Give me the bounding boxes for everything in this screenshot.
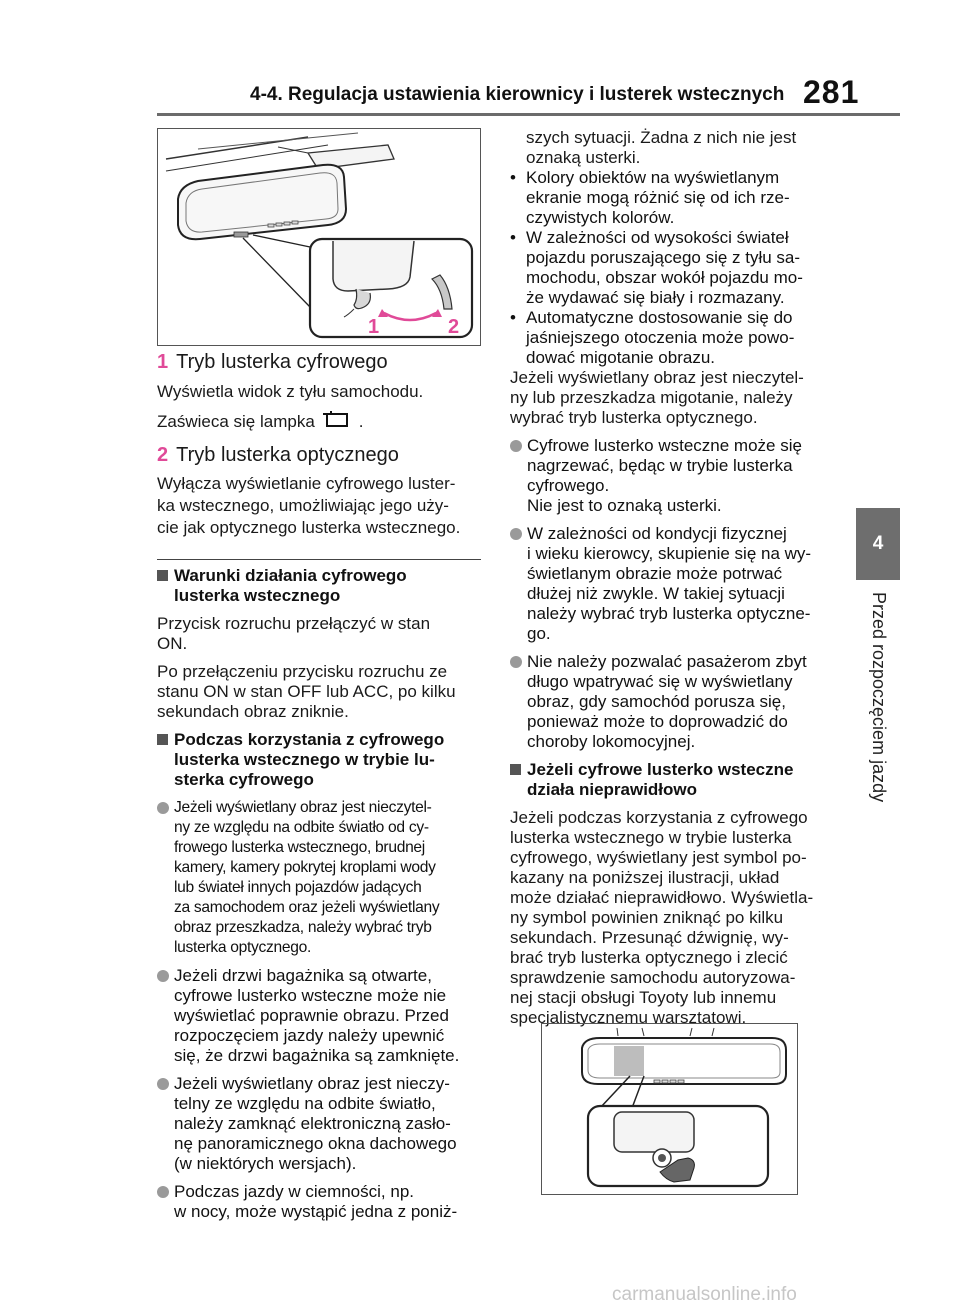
list-item: Jeżeli wyświetlany obraz jest nieczytel- ny ze względu na odbite światło od cy- frowego lusterka wstecznego, brudnej kamery, kamery pokrytej kroplami wody lub świateł innych pojazdów jadących za samochodem oraz jeżeli wyświetlany obraz przeszkadza, należy wybrać tryb lusterka optycznego. — [157, 798, 481, 958]
figure-label-2: 2 — [448, 316, 460, 338]
mirror-symbol-illustration — [542, 1024, 797, 1194]
circle-bullet-icon — [157, 970, 169, 982]
section-separator — [157, 559, 481, 560]
circle-bullet-icon — [157, 802, 169, 814]
list-item: Jeżeli wyświetlany obraz jest nieczy- telny ze względu na odbite światło, należy zamknąć elektroniczną zasło- nę panoramicznego okna dachowego (w niektórych wersjach). — [157, 1074, 481, 1174]
square-bullet-icon — [157, 734, 168, 745]
mirror-lever-figure — [157, 128, 481, 346]
section-heading-conditions: Warunki działania cyfrowego lusterka wstecznego — [157, 566, 481, 606]
list-item: Cyfrowe lusterko wsteczne może się nagrzewać, będąc w trybie lusterka cyfrowego. Nie jest to oznaką usterki. — [510, 436, 840, 516]
square-bullet-icon — [157, 570, 168, 581]
bullet-dot-icon: • — [510, 168, 516, 187]
list-item: W zależności od kondycji fizycznej i wieku kierowcy, skupienie się na wy- świetlanym obrazie może potrwać dłużej niż zwykle. W takiej sytuacji należy wybrać tryb lusterka optyczne- go. — [510, 524, 840, 644]
after-bullets-text: Jeżeli wyświetlany obraz jest nieczytel- ny lub przeszkadza migotanie, należy wybrać tryb lusterka optycznego. — [510, 368, 804, 427]
circle-bullet-icon — [157, 1078, 169, 1090]
list-item: • Kolory obiektów na wyświetlanym ekranie mogą różnić się od ich rze- czywistych kolorów. — [510, 168, 790, 227]
list-item: • W zależności od wysokości świateł pojazdu poruszającego się z tyłu sa- mochodu, obszar wokół pojazdu mo- że wydawać się biały i rozmazany. — [510, 228, 803, 307]
mode-2-number: 2 — [157, 444, 169, 466]
list-item: • Automatyczne dostosowanie się do jaśniejszego otoczenia może powo- dować migotanie obrazu. — [510, 308, 795, 367]
list-item: Nie należy pozwalać pasażerom zbyt długo wpatrywać się w wyświetlany obraz, gdy samochód porusza się, ponieważ może to doprowadzić do choroby lokomocyjnej. — [510, 652, 840, 752]
running-header: 4-4. Regulacja ustawienia kierownicy i lusterek wstecznych — [250, 84, 785, 105]
list-item: Jeżeli drzwi bagażnika są otwarte, cyfrowe lusterko wsteczne może nie wyświetlać poprawnie obrazu. Przed rozpoczęciem jazdy należy upewnić się, że drzwi bagażnika są zamknięte. — [157, 966, 481, 1066]
mode-1-lamp-line: Zaświeca się lampka . — [157, 410, 481, 435]
mode-1-title: Tryb lusterka cyfrowego — [176, 351, 388, 373]
mode-1-heading — [157, 350, 481, 374]
continuation-text: szych sytuacji. Żadna z nich nie jest oznaką usterki. — [526, 128, 797, 167]
malfunction-symbol-area — [614, 1046, 644, 1076]
section-heading-malfunction: Jeżeli cyfrowe lusterko wsteczne działa nieprawidłowo — [510, 760, 840, 800]
square-bullet-icon — [510, 764, 521, 775]
bullet-dot-icon: • — [510, 308, 516, 327]
watermark: carmanualsonline.info — [612, 1284, 797, 1305]
chapter-label: Przed rozpoczęciem jazdy — [869, 592, 889, 803]
right-column — [510, 128, 840, 1028]
bullet-dot-icon: • — [510, 228, 516, 247]
mirror-lever-illustration — [158, 129, 480, 345]
list-item: Podczas jazdy w ciemności, np. w nocy, może wystąpić jedna z poniż- — [157, 1182, 481, 1222]
mode-1-description: Wyświetla widok z tyłu samochodu. — [157, 382, 424, 401]
malfunction-para: Jeżeli podczas korzystania z cyfrowego lusterka wstecznego w trybie lusterka cyfrowego, wyświetlany jest symbol po- kazany na poniższej ilustracji, układ może działać nieprawidłowo. Wyświetla- ny symbol powinien zniknąć po kilku sekundach. Przesunąć dźwignię, wy- brać tryb lusterka optycznego i zlecić sprawdzenie samochodu autoryzowa- nej stacji obsługi Toyoty lub innemu specjalistycznemu warsztatowi. — [510, 808, 814, 1027]
figure-label-1: 1 — [368, 316, 380, 338]
mode-2-title: Tryb lusterka optycznego — [176, 444, 399, 466]
circle-bullet-icon — [510, 528, 522, 540]
digital-mirror-indicator-icon — [321, 410, 353, 435]
section-heading-digital-mode: Podczas korzystania z cyfrowego lusterka wstecznego w trybie lu- sterka cyfrowego — [157, 730, 481, 790]
circle-bullet-icon — [510, 440, 522, 452]
circle-bullet-icon — [510, 656, 522, 668]
page-number: 281 — [803, 74, 860, 110]
mode-2-heading — [157, 443, 481, 467]
mode-1-number: 1 — [157, 351, 169, 373]
left-column — [157, 128, 481, 1222]
conditions-para-1: Przycisk rozruchu przełączyć w stan ON. — [157, 614, 431, 653]
conditions-para-2: Po przełączeniu przycisku rozruchu ze stanu ON w stan OFF lub ACC, po kilku sekundach obraz zniknie. — [157, 662, 456, 721]
chapter-tab: 4 — [856, 508, 900, 580]
header-rule — [157, 113, 900, 116]
malfunction-symbol-figure — [541, 1023, 798, 1195]
circle-bullet-icon — [157, 1186, 169, 1198]
mode-2-description: Wyłącza wyświetlanie cyfrowego luster- ka wstecznego, umożliwiając jego uży- cie jak optycznego lusterka wstecznego. — [157, 474, 461, 537]
